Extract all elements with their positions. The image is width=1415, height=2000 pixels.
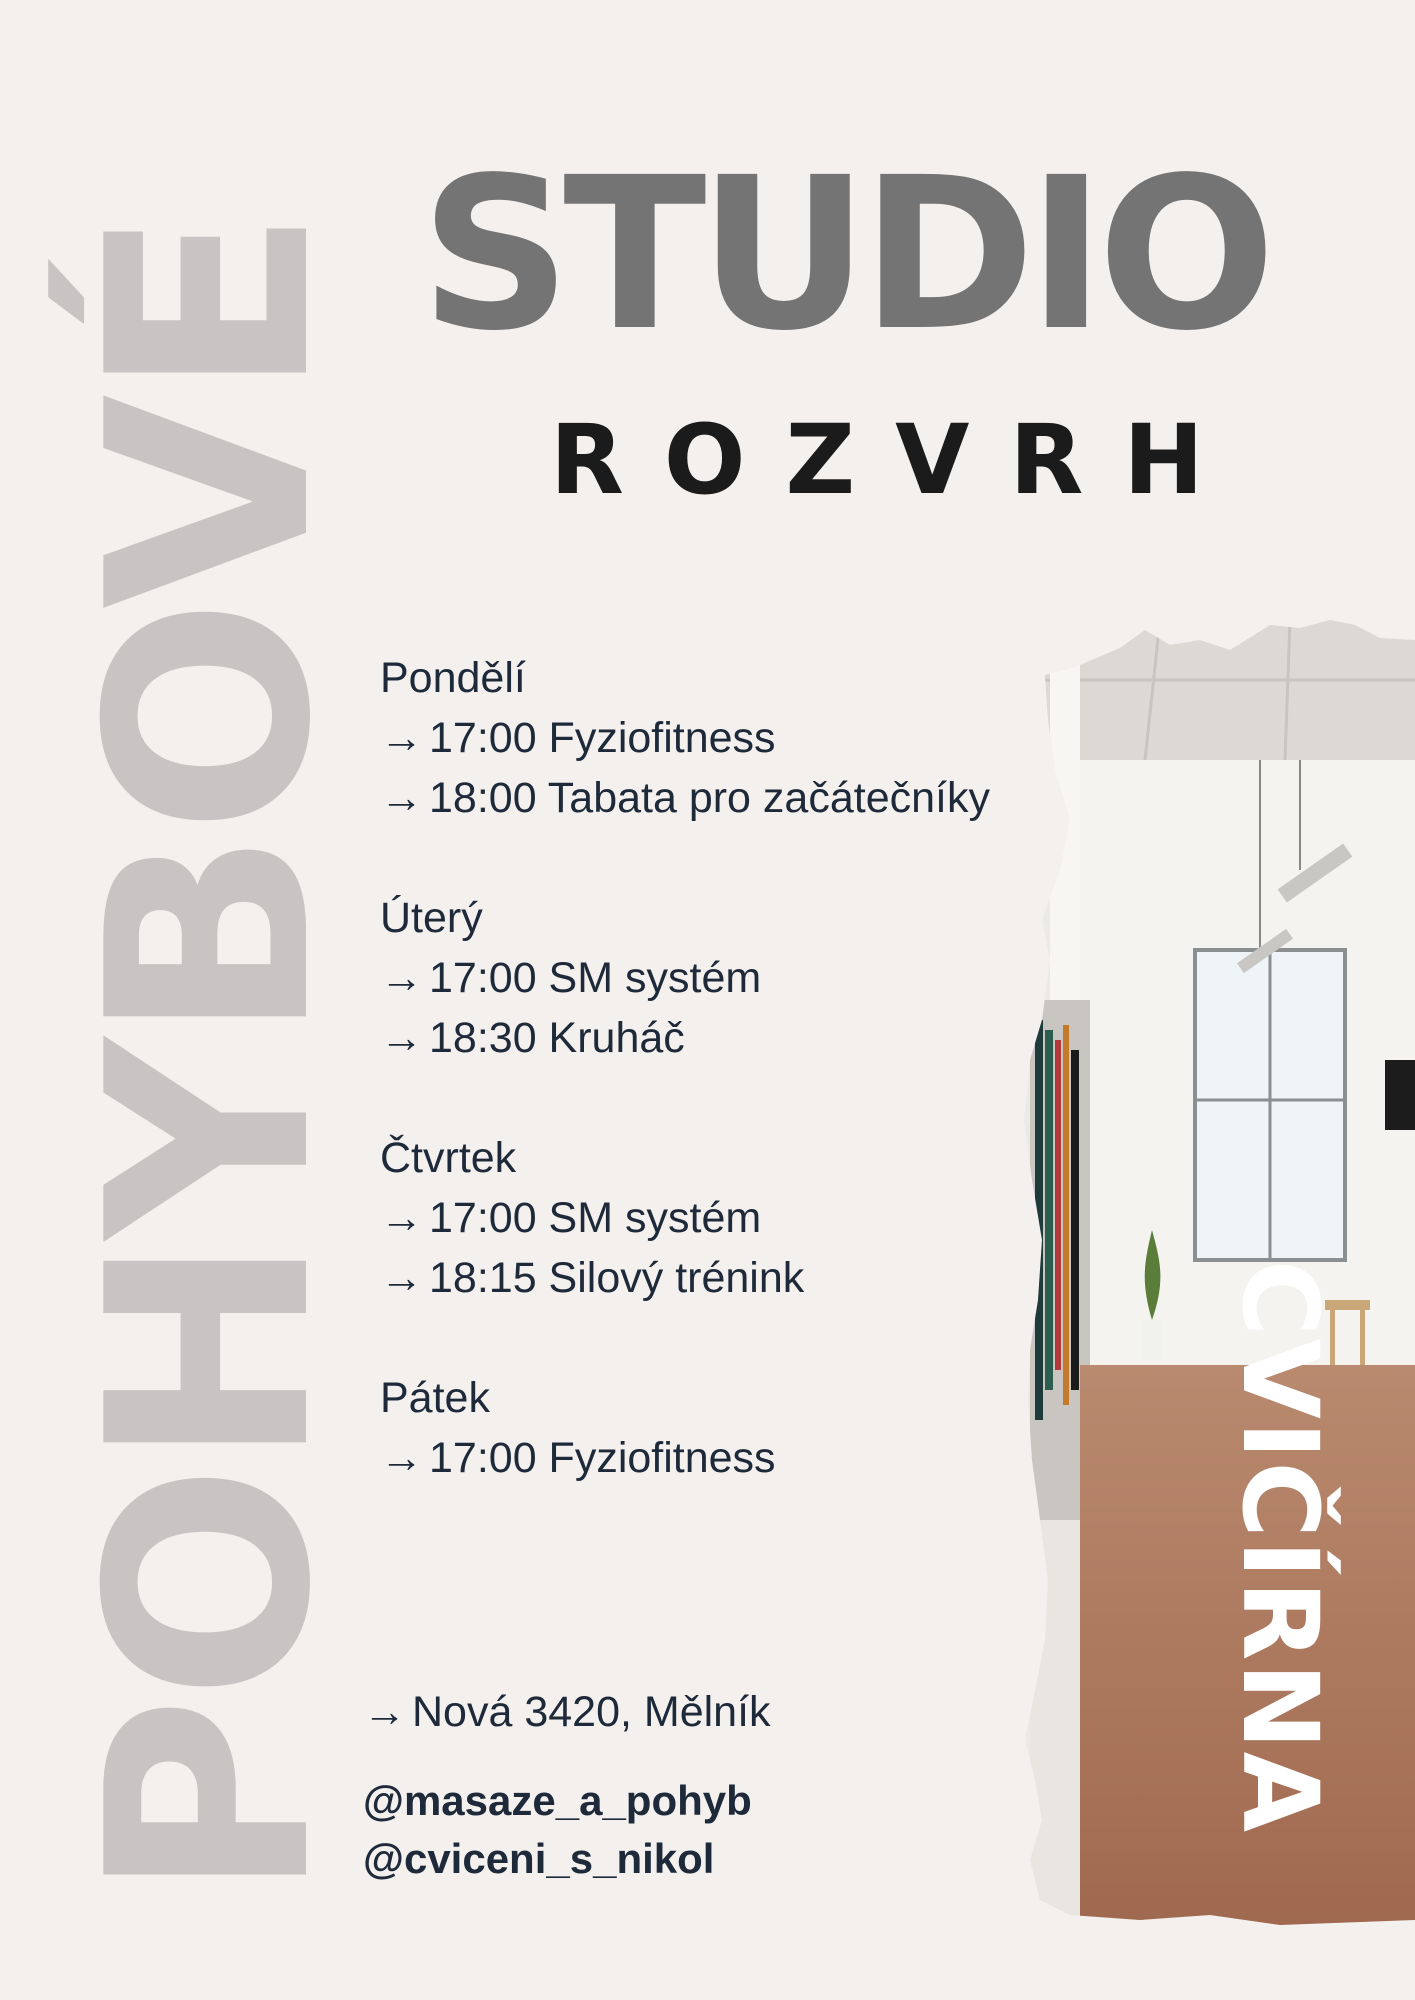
side-title: POHYBOVÉ	[48, 212, 372, 1900]
session-text: 17:00 SM systém	[429, 1194, 762, 1242]
social-handle: @masaze_a_pohyb	[363, 1777, 752, 1824]
day-name: Pátek	[380, 1374, 490, 1422]
arrow-right-icon: →	[380, 1254, 423, 1302]
session-text: 18:30 Kruháč	[429, 1014, 685, 1062]
poster-title: STUDIO	[420, 132, 1268, 377]
address-text: Nová 3420, Mělník	[412, 1688, 771, 1736]
photo-label: CVIČÍRNA	[1219, 1260, 1341, 1835]
arrow-right-icon: →	[380, 1434, 423, 1482]
address-line	[363, 1682, 771, 1742]
arrow-right-icon: →	[380, 1194, 423, 1242]
social-handles	[363, 1772, 752, 1888]
session-text: 18:00 Tabata pro začátečníky	[429, 774, 990, 822]
day-name: Pondělí	[380, 654, 526, 702]
day-name: Úterý	[380, 894, 483, 942]
studio-room-photo	[930, 620, 1415, 1920]
session-text: 17:00 SM systém	[429, 954, 762, 1002]
session-text: 17:00 Fyziofitness	[429, 714, 776, 762]
poster-subtitle: ROZVRH	[550, 404, 1244, 516]
side-title-container	[48, 100, 372, 1900]
arrow-right-icon: →	[380, 774, 423, 822]
session-text: 18:15 Silový trénink	[429, 1254, 805, 1302]
session-text: 17:00 Fyziofitness	[429, 1434, 776, 1482]
social-handle: @cviceni_s_nikol	[363, 1835, 715, 1882]
arrow-right-icon: →	[380, 714, 423, 762]
day-name: Čtvrtek	[380, 1134, 517, 1182]
arrow-right-icon: →	[380, 954, 423, 1002]
arrow-right-icon: →	[380, 1014, 423, 1062]
arrow-right-icon: →	[363, 1688, 406, 1736]
